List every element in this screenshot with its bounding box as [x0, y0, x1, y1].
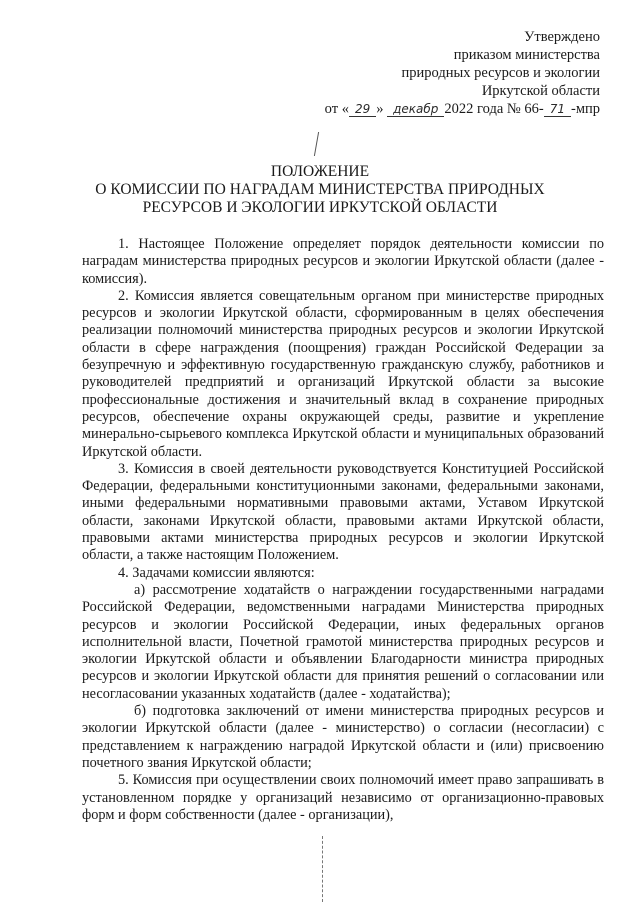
approval-stamp [325, 28, 600, 118]
document-title [0, 163, 640, 217]
handwritten-day: 29 [349, 102, 376, 117]
title-line-3: РЕСУРСОВ И ЭКОЛОГИИ ИРКУТСКОЙ ОБЛАСТИ [142, 199, 498, 216]
paragraph-5: 5. Комиссия при осуществлении своих полномочий имеет право запрашивать в установленном порядке у организаций независимо от организационно-правовых форм и форм собственности (далее - организации), [82, 772, 604, 823]
date-mid: » [376, 101, 384, 117]
number-suffix: -мпр [570, 101, 600, 117]
date-prefix: от « [324, 101, 349, 117]
signature-mark [314, 132, 325, 156]
document-body [82, 236, 604, 824]
title-line-2: О КОМИССИИ ПО НАГРАДАМ МИНИСТЕРСТВА ПРИРОДНЫХ [95, 181, 545, 198]
approval-line-4: Иркутской области [481, 83, 600, 99]
approval-line-3: природных ресурсов и экологии [401, 65, 600, 81]
paragraph-1: 1. Настоящее Положение определяет порядок деятельности комиссии по наградам министерства природных ресурсов и экологии Иркутской области (далее - комиссия). [82, 236, 604, 287]
scan-crease-line [322, 836, 324, 902]
paragraph-3: 3. Комиссия в своей деятельности руководствуется Конституцией Российской Федерации, федеральными конституционными законами, федеральными законами, иными федеральными нормативными правовыми актами, Уставом Иркутской области, законами Иркутской области, правовыми актами Иркутской области, правовыми актами министерства природных ресурсов и экологии Иркутской области, а также настоящим Положением. [82, 460, 604, 564]
title-line-1: ПОЛОЖЕНИЕ [270, 163, 370, 180]
handwritten-month: декабр [387, 102, 444, 117]
handwritten-number: 71 [544, 102, 571, 117]
approval-line-1: Утверждено [524, 29, 600, 45]
approval-line-2: приказом министерства [453, 47, 600, 63]
approval-date-line [325, 100, 600, 118]
paragraph-4b: б) подготовка заключений от имени министерства природных ресурсов и экологии Иркутской области (далее - министерство) о согласии (несогласии) с представлением к награждению наградой Иркутской области и (или) присвоению почетного звания Иркутской области; [82, 703, 604, 771]
paragraph-2: 2. Комиссия является совещательным органом при министерстве природных ресурсов и экологии Иркутской области, сформированным в целях обеспечения реализации полномочий министерства природных ресурсов и экологии Иркутской области в сфере награждения (поощрения) граждан Российской Федерации за безупречную и эффективную государственную гражданскую службу, работников и руководителей предприятий и организаций Иркутской области за высокие профессиональные достижения и значительный вклад в сохранение природных ресурсов, обеспечение охраны окружающей среды, развитие и укрепление минерально-сырьевого комплекса Иркутской области и муниципальных образований Иркутской области. [82, 287, 604, 460]
paragraph-4a: а) рассмотрение ходатайств о награждении государственными наградами Российской Федерации, ведомственными наградами Министерства природных ресурсов и экологии Российской Федерации, иных федеральных органов исполнительной власти, Почетной грамотой министерства природных ресурсов и экологии Иркутской области и объявлении Благодарности министра природных ресурсов и экологии Иркутской области для принятия решений о согласовании или несогласовании указанных ходатайств (далее - ходатайства); [82, 581, 604, 702]
paragraph-4: 4. Задачами комиссии являются: [118, 564, 315, 581]
date-suffix: 2022 года № 66- [444, 101, 544, 117]
